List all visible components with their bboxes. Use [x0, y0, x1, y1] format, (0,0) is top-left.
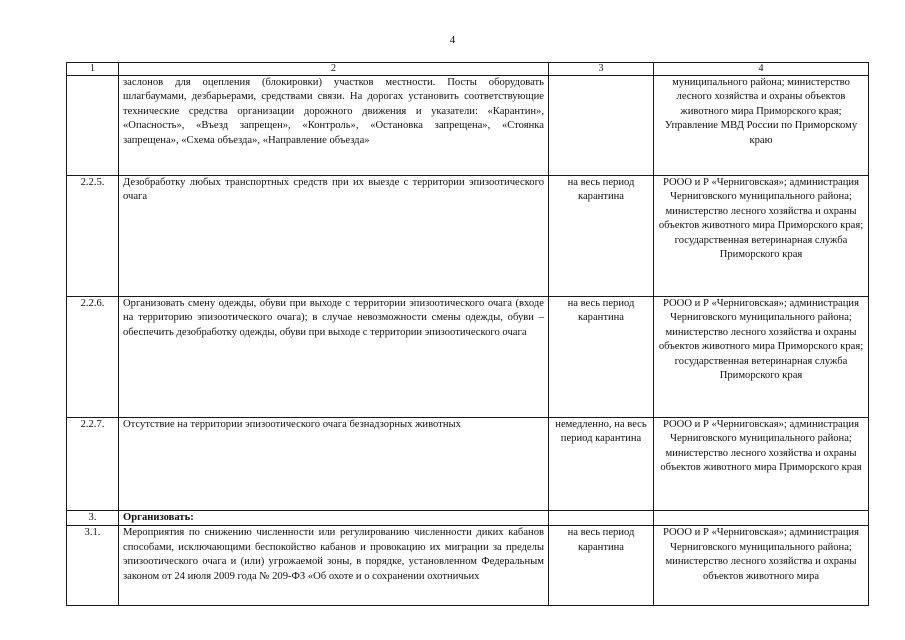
row-number: 2.2.7.	[67, 418, 119, 511]
row-responsible: муниципального района; министерство лесного хозяйства и охраны объектов животного мира Приморского края; Управление МВД России по Приморскому краю	[654, 76, 869, 176]
header-cell-3: 3	[549, 63, 654, 76]
row-measure: заслонов для оцепления (блокировки) участков местности. Посты оборудовать шлагбаумами, дезбарьерами, средствами связи. На дорогах установить соответствующие технические средства организации дорожного движения и указатели: «Карантин», «Опасность», «Въезд запрещен», «Контроль», «Остановка запрещена», «Стоянка запрещена», «Схема объезда», «Направление объезда»	[119, 76, 549, 176]
row-term: на весь период карантина	[549, 176, 654, 297]
header-cell-2: 2	[119, 63, 549, 76]
table-row	[67, 511, 869, 526]
row-responsible: РООО и Р «Черниговская»; администрация Черниговского муниципального района; министерство лесного хозяйства и охраны объектов животного мира Приморского края; государственная ветеринарная служба Приморского края	[654, 176, 869, 297]
page-number: 4	[449, 34, 456, 46]
row-responsible	[654, 511, 869, 526]
row-term	[549, 511, 654, 526]
header-cell-4: 4	[654, 63, 869, 76]
row-measure: Организовать смену одежды, обуви при выходе с территории эпизоотического очага (входе на территорию эпизоотического очага); в случае невозможности смены одежды, обуви – обеспечить дезобработку одежды, обуви при выходе с территории эпизоотического очага	[119, 297, 549, 418]
row-number: 2.2.5.	[67, 176, 119, 297]
row-measure: Дезобработку любых транспортных средств при их выезде с территории эпизоотического очага	[119, 176, 549, 297]
row-responsible: РООО и Р «Черниговская»; администрация Черниговского муниципального района; министерство лесного хозяйства и охраны объектов животного мира Приморского края; государственная ветеринарная служба Приморского края	[654, 297, 869, 418]
row-term: немедленно, на весь период карантина	[549, 418, 654, 511]
table-header-row	[67, 63, 869, 76]
measures-table	[66, 62, 869, 606]
row-measure: Мероприятия по снижению численности или регулированию численности диких кабанов способами, исключающими беспокойство кабанов и провокацию их миграции за пределы эпизоотического очага и (или) угрожаемой зоны, в порядке, установленном Федеральным законом от 24 июля 2009 года № 209-ФЗ «Об охоте и о сохранении охотничьих	[119, 526, 549, 606]
row-measure: Отсутствие на территории эпизоотического очага безнадзорных животных	[119, 418, 549, 511]
row-term: на весь период карантина	[549, 526, 654, 606]
row-number: 3.	[67, 511, 119, 526]
row-responsible: РООО и Р «Черниговская»; администрация Черниговского муниципального района; министерство лесного хозяйства и охраны объектов животного мира	[654, 526, 869, 606]
table-row	[67, 76, 869, 176]
row-number: 3.1.	[67, 526, 119, 606]
table-row	[67, 176, 869, 297]
table-row	[67, 418, 869, 511]
table-row	[67, 526, 869, 606]
row-responsible: РООО и Р «Черниговская»; администрация Черниговского муниципального района; министерство лесного хозяйства и охраны объектов животного мира Приморского края	[654, 418, 869, 511]
row-number	[67, 76, 119, 176]
table-row	[67, 297, 869, 418]
header-cell-1: 1	[67, 63, 119, 76]
row-term: на весь период карантина	[549, 297, 654, 418]
row-term	[549, 76, 654, 176]
row-number: 2.2.6.	[67, 297, 119, 418]
section-title: Организовать:	[119, 511, 549, 526]
